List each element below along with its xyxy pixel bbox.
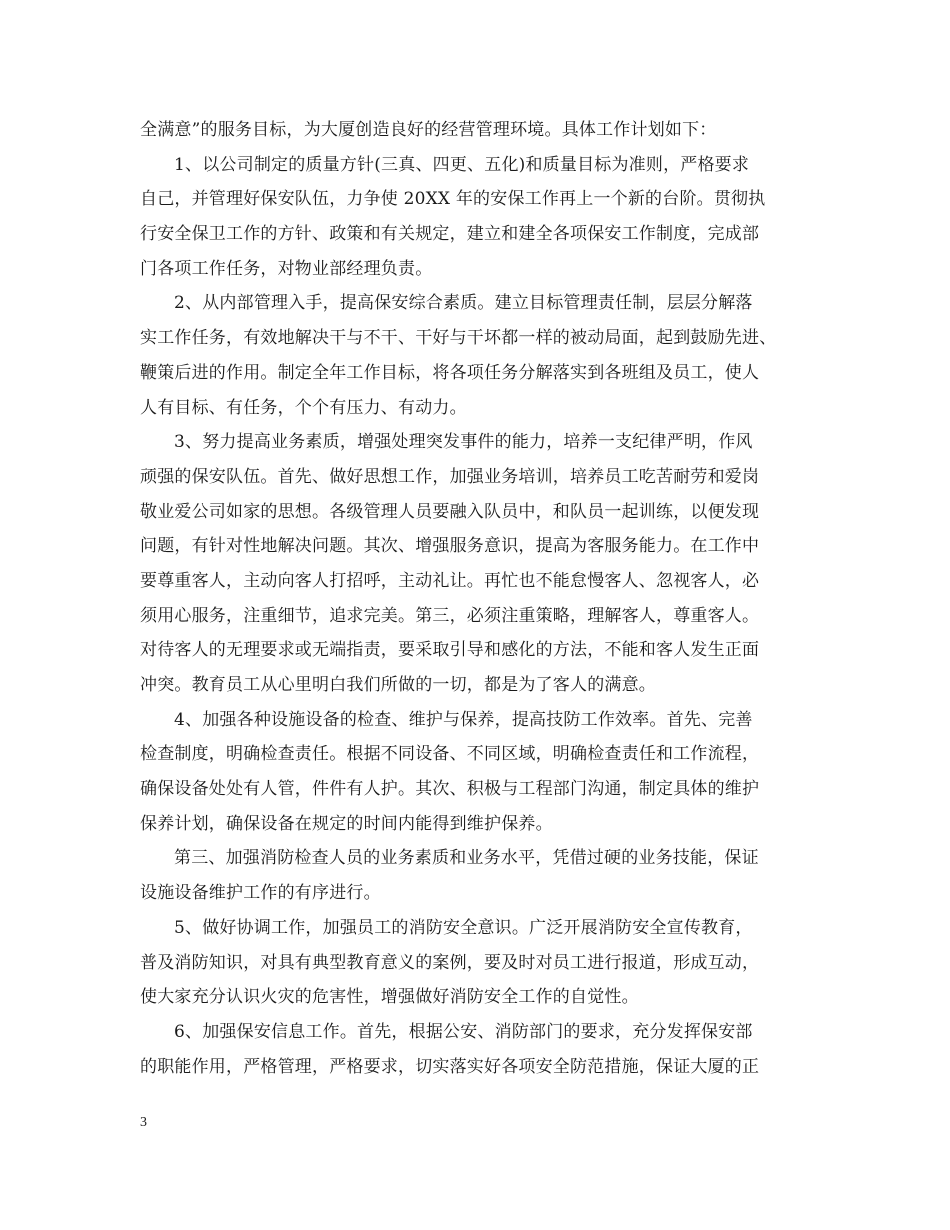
- text-line: 1、以公司制定的质量方针(三真、四更、五化)和质量目标为准则，严格要求: [174, 154, 750, 175]
- text-line: 设施设备维护工作的有序进行。: [140, 883, 381, 904]
- text-line: 4、加强各种设施设备的检查、维护与保养，提高技防工作效率。首先、完善: [174, 709, 753, 730]
- text-line: 2、从内部管理入手，提高保安综合素质。建立目标管理责任制，层层分解落: [174, 293, 753, 314]
- text-line: 使大家充分认识火灾的危害性，增强做好消防安全工作的自觉性。: [140, 987, 639, 1008]
- text-line: 要尊重客人，主动向客人打招呼，主动礼让。再忙也不能怠慢客人、忽视客人，必: [140, 570, 760, 591]
- text-line: 行安全保卫工作的方针、政策和有关规定，建立和建全各项保安工作制度，完成部: [140, 224, 760, 245]
- text-line: 须用心服务，注重细节，追求完美。第三，必须注重策略，理解客人，尊重客人。: [140, 605, 760, 626]
- text-line: 3、努力提高业务素质，增强处理突发事件的能力，培养一支纪律严明，作风: [174, 432, 753, 453]
- text-line: 检查制度，明确检查责任。根据不同设备、不同区域，明确检查责任和工作流程，: [140, 744, 760, 765]
- text-line: 保养计划，确保设备在规定的时间内能得到维护保养。: [140, 813, 553, 834]
- text-line: 6、加强保安信息工作。首先，根据公安、消防部门的要求，充分发挥保安部: [174, 1021, 753, 1042]
- document-body: [140, 113, 830, 1084]
- text-line: 敬业爱公司如家的思想。各级管理人员要融入队员中，和队员一起训练，以便发现: [140, 501, 760, 522]
- text-line: 问题，有针对性地解决问题。其次、增强服务意识，提高为客服务能力。在工作中: [140, 536, 760, 557]
- text-line: 冲突。教育员工从心里明白我们所做的一切，都是为了客人的满意。: [140, 675, 656, 695]
- text-line: 自己，并管理好保安队伍，力争使 20XX 年的安保工作再上一个新的台阶。贯彻执: [140, 189, 766, 210]
- text-line: 顽强的保安队伍。首先、做好思想工作，加强业务培训，培养员工吃苦耐劳和爱岗: [140, 466, 760, 487]
- text-line: 人有目标、有任务，个个有压力、有动力。: [140, 397, 467, 418]
- text-line: 全满意”的服务目标，为大厦创造良好的经营管理环境。具体工作计划如下：: [140, 120, 717, 140]
- text-line: 门各项工作任务，对物业部经理负责。: [140, 258, 433, 279]
- text-line: 5、做好协调工作，加强员工的消防安全意识。广泛开展消防安全宣传教育，: [174, 917, 753, 938]
- text-line: 普及消防知识，对具有典型教育意义的案例，要及时对员工进行报道，形成互动，: [140, 952, 760, 973]
- text-line: 的职能作用，严格管理，严格要求，切实落实好各项安全防范措施，保证大厦的正: [140, 1056, 760, 1077]
- text-line: 实工作任务，有效地解决干与不干、干好与干坏都一样的被动局面，起到鼓励先进、: [140, 328, 777, 349]
- page-number: 3: [140, 1115, 147, 1130]
- text-line: 第三、加强消防检查人员的业务素质和业务水平，凭借过硬的业务技能，保证: [174, 848, 759, 869]
- text-line: 确保设备处处有人管，件件有人护。其次、积极与工程部门沟通，制定具体的维护: [140, 779, 760, 800]
- text-line: 对待客人的无理要求或无端指责，要采取引导和感化的方法，不能和客人发生正面: [140, 640, 760, 661]
- text-line: 鞭策后进的作用。制定全年工作目标，将各项任务分解落实到各班组及员工，使人: [140, 362, 760, 383]
